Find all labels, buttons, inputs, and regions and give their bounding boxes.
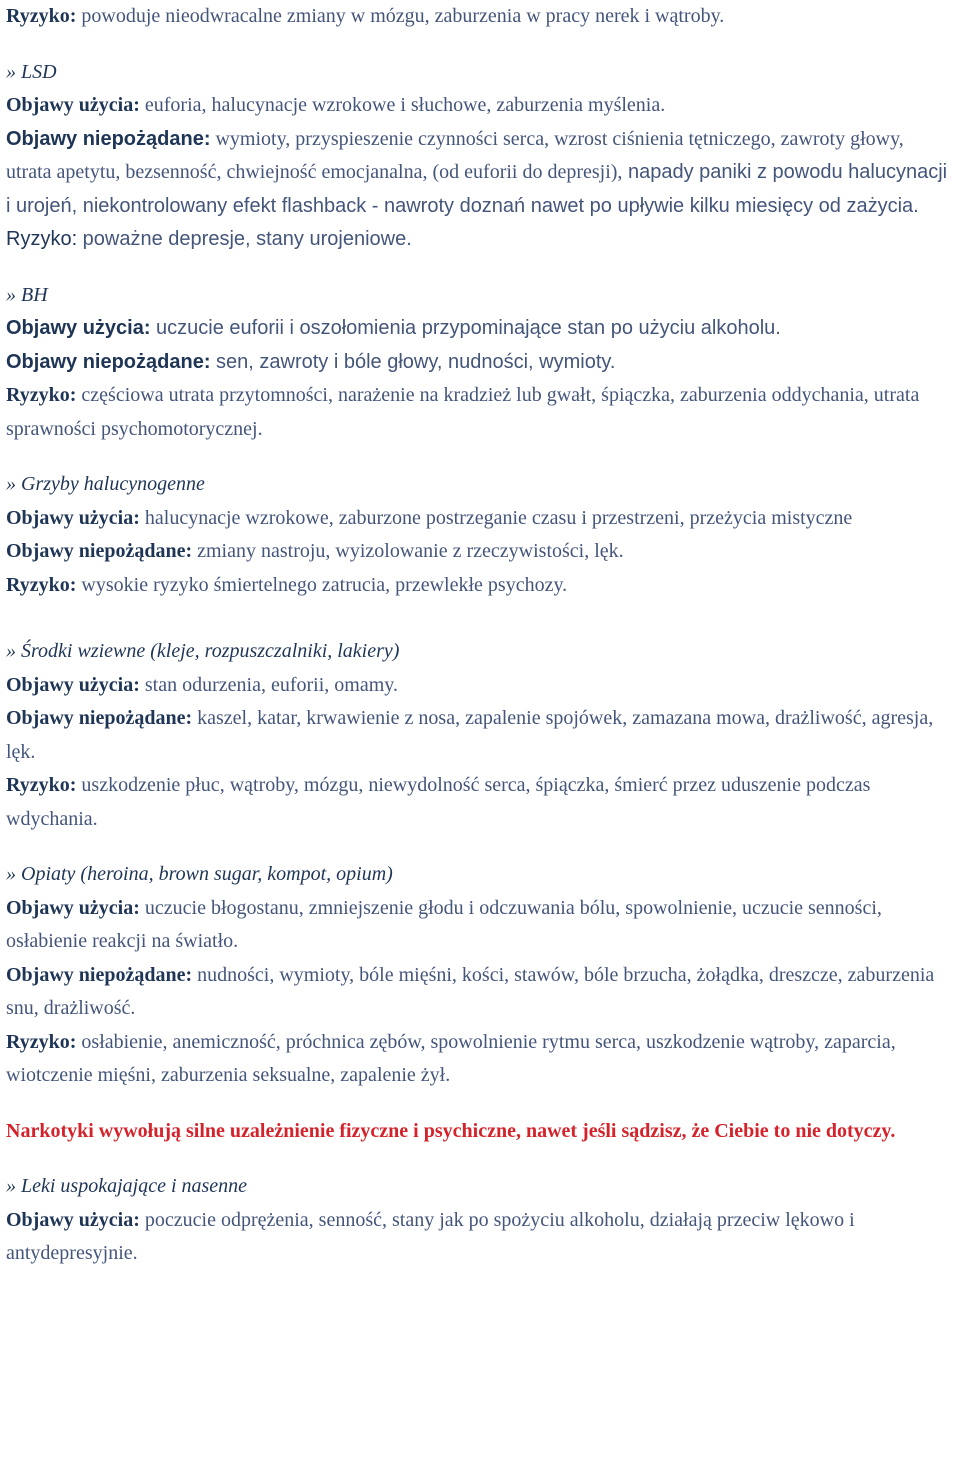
risk-text: poważne depresje, stany urojeniowe. xyxy=(77,228,412,250)
risk-label: Ryzyko: xyxy=(6,1030,77,1053)
lsd-use xyxy=(6,89,954,123)
bh-use xyxy=(6,312,954,346)
side-label: Objawy niepożądane: xyxy=(6,350,211,373)
leki-use xyxy=(6,1204,954,1271)
risk-text: powoduje nieodwracalne zmiany w mózgu, zaburzenia w pracy nerek i wątroby. xyxy=(76,5,725,27)
use-text: poczucie odprężenia, senność, stany jak po spożyciu alkoholu, działają przeciw lękowo i antydepresyjnie. xyxy=(6,1208,855,1264)
section-title-grzyby: » Grzyby halucynogenne xyxy=(6,473,205,495)
use-label: Objawy użycia: xyxy=(6,896,140,919)
use-text: uczucie euforii i oszołomienia przypominające stan po użyciu alkoholu. xyxy=(150,317,781,339)
section-title-opiaty: » Opiaty (heroina, brown sugar, kompot, opium) xyxy=(6,863,393,885)
use-text: euforia, halucynacje wzrokowe i słuchowe, zaburzenia myślenia. xyxy=(139,94,666,116)
risk-label: Ryzyko: xyxy=(6,384,77,406)
warning-text: Narkotyki wywołują silne uzależnienie fizyczne i psychiczne, nawet jeśli sądzisz, że Ciebie to nie dotyczy. xyxy=(6,1119,896,1142)
lsd-side-effects xyxy=(6,123,954,224)
spacer xyxy=(6,602,954,635)
grzyby-risk xyxy=(6,569,954,603)
opiaty-risk xyxy=(6,1026,954,1093)
side-text-cont: napady paniki z powodu halucynacji i urojeń, niekontrolowany efekt flashback - nawroty doznań nawet po upływie kilku miesięcy od zażycia. xyxy=(6,161,948,217)
use-label: Objawy użycia: xyxy=(6,506,140,529)
opiaty-side-effects xyxy=(6,959,954,1026)
wziewne-risk xyxy=(6,769,954,836)
opiaty-use xyxy=(6,892,954,959)
spacer xyxy=(6,34,954,56)
risk-label: Ryzyko: xyxy=(6,5,77,27)
section-title-lsd: » LSD xyxy=(6,60,57,83)
side-text: zmiany nastroju, wyizolowanie z rzeczywistości, lęk. xyxy=(192,540,624,562)
spacer xyxy=(6,446,954,468)
side-label: Objawy niepożądane: xyxy=(6,540,193,562)
wziewne-side-effects xyxy=(6,702,954,769)
risk-label: Ryzyko: xyxy=(6,573,77,596)
use-text: stan odurzenia, euforii, omamy. xyxy=(139,673,398,696)
grzyby-use xyxy=(6,502,954,536)
risk-text: częściowa utrata przytomności, narażenie na kradzież lub gwałt, śpiączka, zaburzenia oddychania, utrata sprawności psychomotorycznej. xyxy=(6,384,920,440)
risk-label: Ryzyko: xyxy=(6,228,78,250)
risk-text: uszkodzenie płuc, wątroby, mózgu, niewydolność serca, śpiączka, śmierć przez uduszenie podczas wdychania. xyxy=(6,774,871,830)
side-text: wymioty, przyspieszenie czynności serca, wzrost ciśnienia tętniczego, zawroty głowy, utrata apetytu, bezsenność, chwiejność emocjanalna, (od euforii do depresji), xyxy=(6,127,904,183)
side-text: nudności, wymioty, bóle mięśni, kości, stawów, bóle brzucha, żołądka, dreszcze, zaburzenia snu, drażliwość. xyxy=(6,963,935,1019)
spacer xyxy=(6,257,954,279)
section-title-wziewne: » Środki wziewne (kleje, rozpuszczalniki, lakiery) xyxy=(6,640,400,662)
side-text: kaszel, katar, krwawienie z nosa, zapalenie spojówek, zamazana mowa, drażliwość, agresja, lęk. xyxy=(6,707,934,763)
spacer xyxy=(6,1148,954,1170)
use-label: Objawy użycia: xyxy=(6,673,140,696)
use-text: uczucie błogostanu, zmniejszenie głodu i odczuwania bólu, spowolnienie, uczucie senności, osłabienie reakcji na światło. xyxy=(6,896,882,952)
use-text: halucynacje wzrokowe, zaburzone postrzeganie czasu i przestrzeni, przeżycia mistyczne xyxy=(139,506,853,529)
risk-text: osłabienie, anemiczność, próchnica zębów, spowolnienie rytmu serca, uszkodzenie wątroby, zaparcia, wiotczenie mięśni, zaburzenia seksualne, zapalenie żył. xyxy=(6,1030,896,1086)
side-label: Objawy niepożądane: xyxy=(6,707,193,729)
risk-text: wysokie ryzyko śmiertelnego zatrucia, przewlekłe psychozy. xyxy=(76,573,568,596)
use-label: Objawy użycia: xyxy=(6,1208,140,1231)
side-text: sen, zawroty i bóle głowy, nudności, wymioty. xyxy=(210,350,616,373)
intro-risk xyxy=(6,0,954,34)
section-title-leki: » Leki uspokajające i nasenne xyxy=(6,1175,248,1197)
wziewne-use xyxy=(6,669,954,703)
use-label: Objawy użycia: xyxy=(6,317,151,339)
grzyby-side-effects xyxy=(6,535,954,569)
spacer xyxy=(6,836,954,858)
section-title-bh: » BH xyxy=(6,283,48,306)
risk-label: Ryzyko: xyxy=(6,774,77,796)
bh-risk xyxy=(6,379,954,446)
bh-side-effects xyxy=(6,346,954,380)
side-label: Objawy niepożądane: xyxy=(6,963,193,986)
spacer xyxy=(6,1093,954,1115)
lsd-risk xyxy=(6,223,954,257)
use-label: Objawy użycia: xyxy=(6,94,140,116)
side-label: Objawy niepożądane: xyxy=(6,127,211,150)
